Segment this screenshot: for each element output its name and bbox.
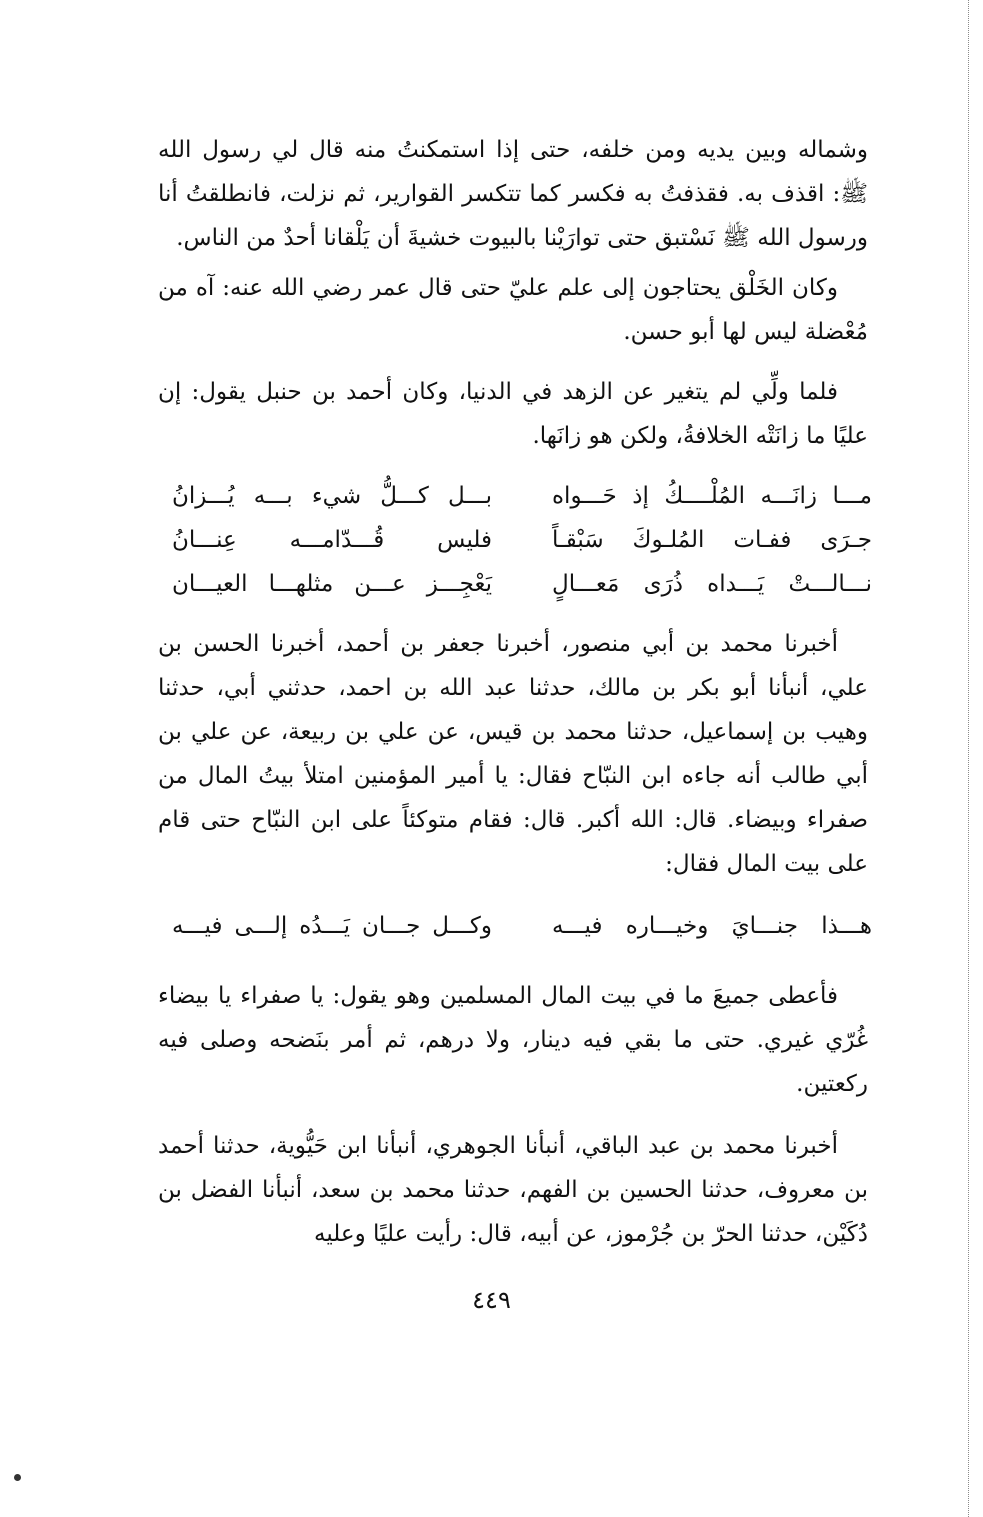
verse-hemistich-right: جـرَى ففـات المُلـوكَ سَبْقـاً bbox=[552, 527, 872, 553]
paragraph-4-block bbox=[158, 622, 868, 886]
paragraph-4: أخبرنا محمد بن أبي منصور، أخبرنا جعفر بن أحمد، أخبرنا الحسن بن علي، أنبأنا أبو بكر بن مالك، حدثنا عبد الله بن احمد، حدثني أبي، حدثنا وهيب بن إسماعيل، حدثنا محمد بن قيس، عن علي بن ربيعة، عن علي بن أبي طالب أنه جاءه ابن النبّاح فقال: يا أمير المؤمنين امتلأ بيتُ المال من صفراء وبيضاء. قال: الله أكبر. قال: فقام متوكئاً على ابن النبّاح حتى قام على بيت المال فقال: bbox=[158, 631, 868, 877]
paragraph-3-block bbox=[158, 370, 868, 458]
verse-hemistich-right: نـــالـــتْ يَـــداه ذُرَى مَعـــالٍ bbox=[552, 571, 872, 597]
paragraph-5-block bbox=[158, 974, 868, 1106]
paragraph-2: وكان الخَلْق يحتاجون إلى علم عليّ حتى قال عمر رضي الله عنه: آه من مُعْضلة ليس لها أبو حسن. bbox=[158, 275, 868, 345]
paragraph-3: فلما ولِّي لم يتغير عن الزهد في الدنيا، وكان أحمد بن حنبل يقول: إن عليًا ما زانَتْه الخلافةُ، ولكن هو زانَها. bbox=[158, 379, 868, 449]
poem-verses-2 bbox=[172, 904, 872, 948]
scan-dot-mark bbox=[14, 1474, 21, 1481]
verse-line bbox=[172, 562, 872, 606]
poem-verses-1 bbox=[172, 474, 872, 606]
verse-line bbox=[172, 474, 872, 518]
verse-hemistich-right: مـــا زانَـــه المُلْــــكُ إذ حَـــواه bbox=[552, 483, 872, 509]
paragraph-6-block bbox=[158, 1124, 868, 1256]
verse-hemistich-left: يَعْجِـــز عـــن مثلهـــا العيـــان bbox=[172, 571, 492, 597]
paragraph-2-block bbox=[158, 266, 868, 354]
verse-hemistich-left: وكـــل جـــان يَـــدُه إلـــى فيـــه bbox=[172, 913, 492, 939]
page-number: ٤٤٩ bbox=[472, 1286, 511, 1314]
verse-hemistich-left: بـــل كـــلُّ شيء بـــه يُـــزانُ bbox=[172, 483, 492, 509]
paragraph-6: أخبرنا محمد بن عبد الباقي، أنبأنا الجوهري، أنبأنا ابن حَيُّوية، حدثنا أحمد بن معروف، حدثنا الحسين بن الفهم، حدثنا محمد بن سعد، أنبأنا الفضل بن دُكَيْن، حدثنا الحرّ بن جُرْموز، عن أبيه، قال: رأيت عليًا وعليه bbox=[158, 1133, 868, 1247]
paragraph-1-block bbox=[158, 128, 868, 260]
verse-hemistich-left: فليس قُـــدّامـــه عِنـــانُ bbox=[172, 527, 492, 553]
verse-line bbox=[172, 518, 872, 562]
paragraph-5: فأعطى جميعَ ما في بيت المال المسلمين وهو يقول: يا صفراء يا بيضاء غُرّي غيري. حتى ما بقي فيه دينار، ولا درهم، ثم أمر بنَضحه وصلى فيه ركعتين. bbox=[158, 983, 868, 1097]
paragraph-1: وشماله وبين يديه ومن خلفه، حتى إذا استمكنتُ منه قال لي رسول الله ﷺ: اقذف به. فقذفتُ به فكسر كما تتكسر القوارير، ثم نزلت، فانطلقتُ أنا ورسول الله ﷺ نَسْتبق حتى توارَيْنا بالبيوت خشيةَ أن يَلْقانا أحدٌ من الناس. bbox=[158, 137, 868, 251]
verse-hemistich-right: هـــذا جنـــايَ وخيـــاره فيـــه bbox=[552, 913, 872, 939]
verse-line bbox=[172, 904, 872, 948]
